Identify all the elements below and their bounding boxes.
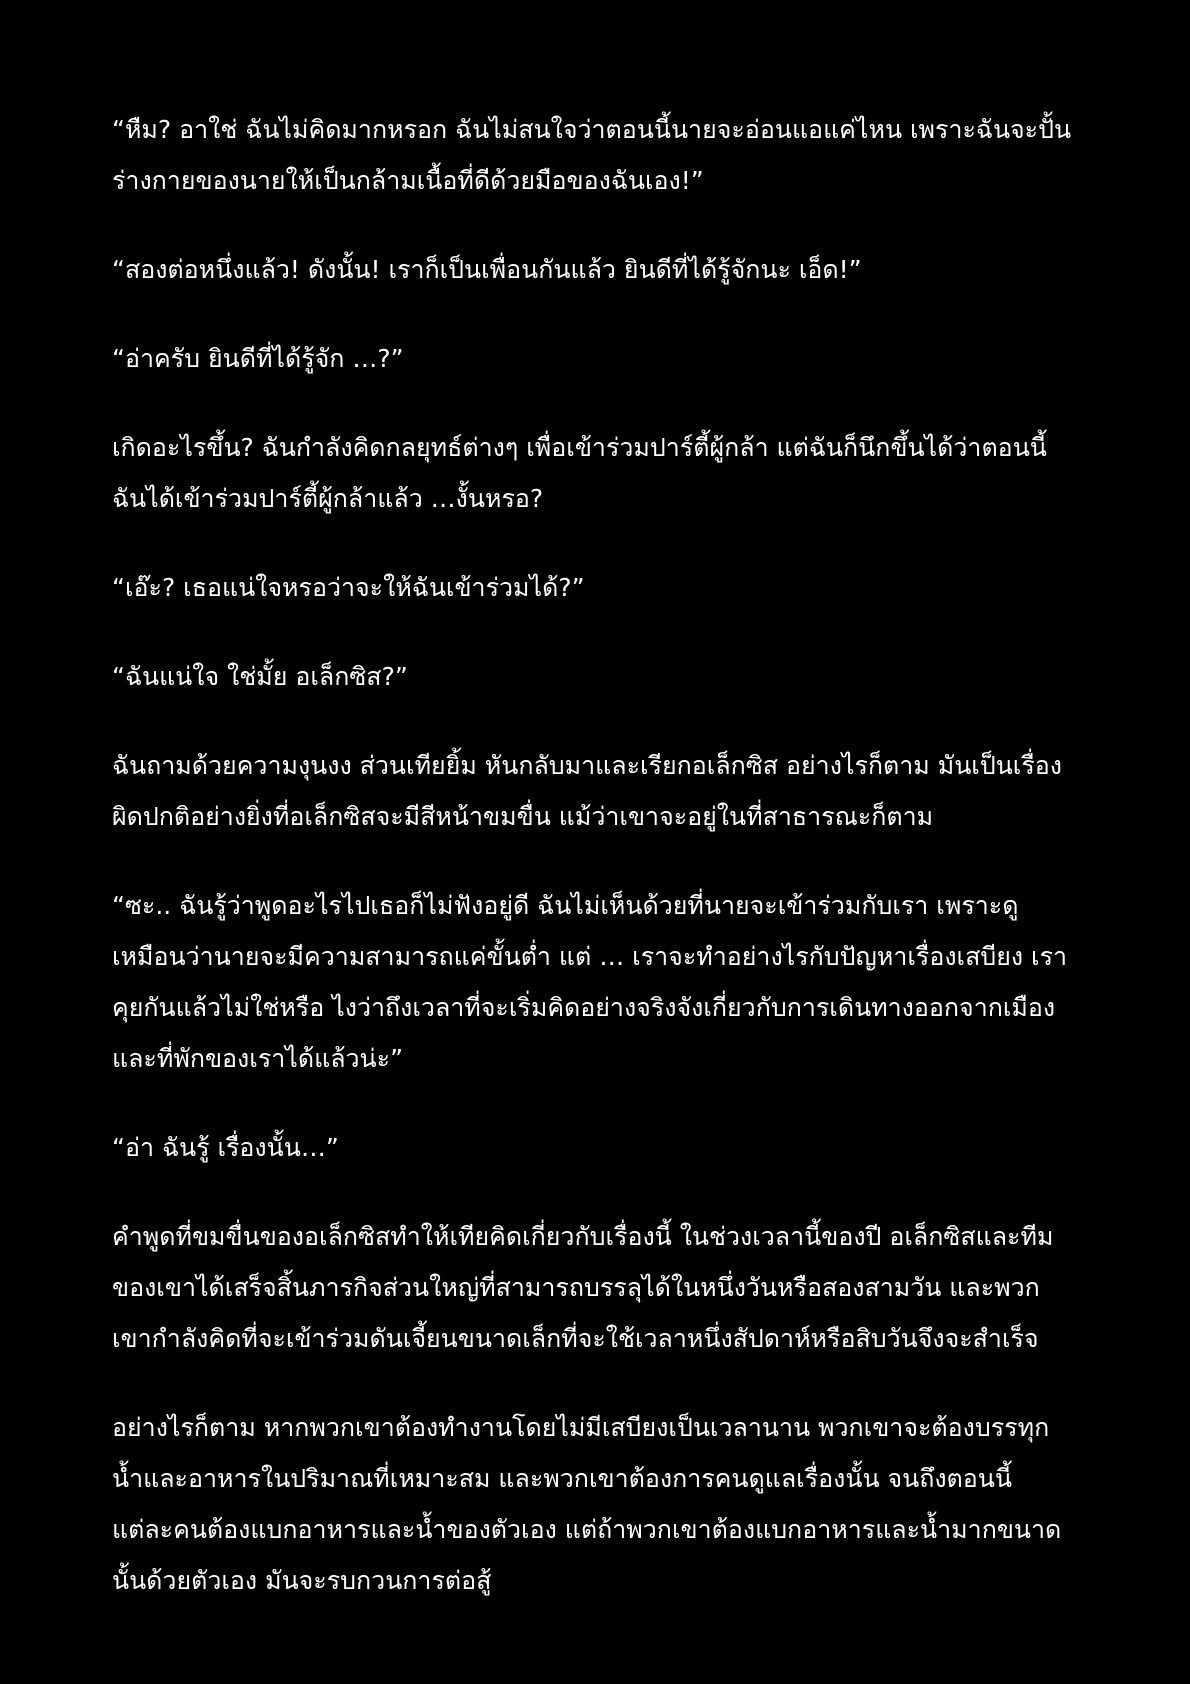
paragraph-3: “อ่าครับ ยินดีที่ได้รู้จัก …?” <box>112 344 404 373</box>
paragraph-4: เกิดอะไรขึ้น? ฉันกำลังคิดกลยุทธ์ต่างๆ เพื่อเข้าร่วมปาร์ตี้ผู้กล้า แต่ฉันก็นึกขึ้นได้ว่าตอนนี้ฉันได้เข้าร่วมปาร์ตี้ผู้กล้าแล้ว …งั้นหรอ? <box>112 433 1047 513</box>
paragraph-10: คำพูดที่ขมขื่นของอเล็กซิสทำให้เทียคิดเกี่ยวกับเรื่องนี้ ในช่วงเวลานี้ของปี อเล็กซิสและทีมของเขาได้เสร็จสิ้นภารกิจส่วนใหญ่ที่สามารถบรรลุได้ในหนึ่งวันหรือสองสามวัน และพวกเขากำลังคิดที่จะเข้าร่วมดันเจี้ยนขนาดเล็กที่จะใช้เวลาหนึ่งสัปดาห์หรือสิบวันจึงจะสำเร็จ <box>112 1222 1054 1353</box>
document-page <box>112 104 1077 1606</box>
paragraph-8: “ซะ.. ฉันรู้ว่าพูดอะไรไปเธอก็ไม่ฟังอยู่ดี ฉันไม่เห็นด้วยที่นายจะเข้าร่วมกับเรา เพราะดูเหมือนว่านายจะมีความสามารถแค่ขั้นต่ำ แต่ … เราจะทำอย่างไรกับปัญหาเรื่องเสบียง เราคุยกันแล้วไม่ใช่หรือ ไงว่าถึงเวลาที่จะเริ่มคิดอย่างจริงจังเกี่ยวกับการเดินทางออกจากเมืองและที่พักของเราได้แล้วน่ะ” <box>112 891 1068 1073</box>
paragraph-6: “ฉันแน่ใจ ใช่มั้ย อเล็กซิส?” <box>112 662 408 691</box>
paragraph-11: อย่างไรก็ตาม หากพวกเขาต้องทำงานโดยไม่มีเสบียงเป็นเวลานาน พวกเขาจะต้องบรรทุกน้ำและอาหารในปริมาณที่เหมาะสม และพวกเขาต้องการคนดูแลเรื่องนั้น จนถึงตอนนี้ แต่ละคนต้องแบกอาหารและน้ำของตัวเอง แต่ถ้าพวกเขาต้องแบกอาหารและน้ำมากขนาดนั้นด้วยตัวเอง มันจะรบกวนการต่อสู้ <box>112 1413 1062 1595</box>
paragraph-9: “อ่า ฉันรู้ เรื่องนั้น…” <box>112 1133 339 1162</box>
paragraph-1: “หืม? อาใช่ ฉันไม่คิดมากหรอก ฉันไม่สนใจว่าตอนนี้นายจะอ่อนแอแค่ไหน เพราะฉันจะปั้นร่างกายของนายให้เป็นกล้ามเนื้อที่ดีด้วยมือของฉันเอง!” <box>112 115 1072 195</box>
paragraph-5: “เอ๊ะ? เธอแน่ใจหรอว่าจะให้ฉันเข้าร่วมได้?” <box>112 573 585 602</box>
paragraph-7: ฉันถามด้วยความงุนงง ส่วนเทียยิ้ม หันกลับมาและเรียกอเล็กซิส อย่างไรก็ตาม มันเป็นเรื่องผิดปกติอย่างยิ่งที่อเล็กซิสจะมีสีหน้าขมขื่น แม้ว่าเขาจะอยู่ในที่สาธารณะก็ตาม <box>112 751 1062 831</box>
paragraph-2: “สองต่อหนึ่งแล้ว! ดังนั้น! เราก็เป็นเพื่อนกันแล้ว ยินดีที่ได้รู้จักนะ เอ็ด!” <box>112 255 862 284</box>
